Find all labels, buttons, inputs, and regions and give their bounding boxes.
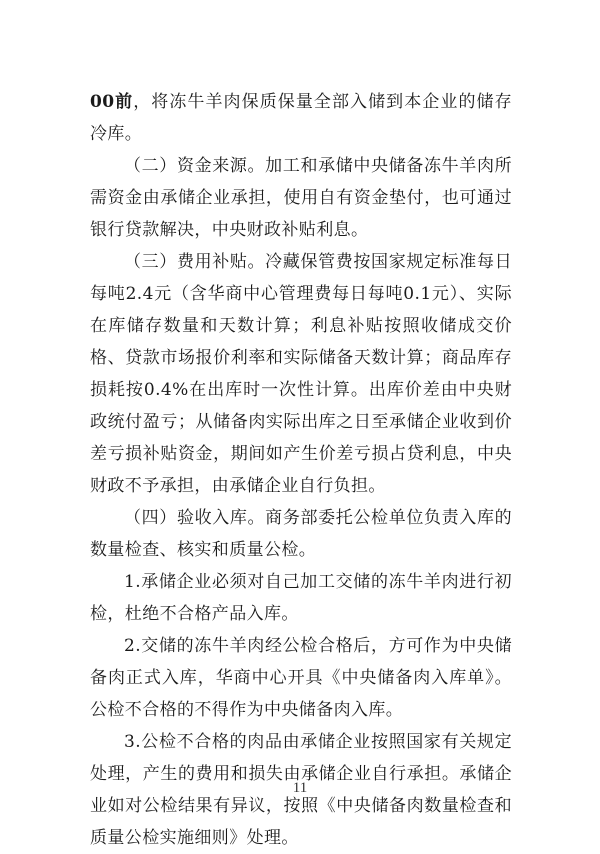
paragraph-text: ，将冻牛羊肉保质保量全部入储到本企业的储存冷库。 [90, 92, 512, 144]
document-body [90, 86, 512, 854]
page-number: 11 [292, 780, 308, 796]
paragraph-funding-source: （二）资金来源。加工和承储中央储备冻牛羊肉所需资金由承储企业承担，使用自有资金垫付，也可通过银行贷款解决，中央财政补贴利息。 [90, 156, 512, 240]
paragraph-acceptance: （四）验收入库。商务部委托公检单位负责入库的数量检查、核实和质量公检。 [90, 508, 512, 560]
paragraph-item-2: 2.交储的冻牛羊肉经公检合格后，方可作为中央储备肉正式入库，华商中心开具《中央储备肉入库单》。公检不合格的不得作为中央储备肉入库。 [90, 636, 512, 720]
paragraph-continuation [90, 86, 512, 150]
paragraph-item-3: 3.公检不合格的肉品由承储企业按照国家有关规定处理，产生的费用和损失由承储企业自行承担。承储企业如对公检结果有异议，按照《中央储备肉数量检查和质量公检实施细则》处理。 [90, 732, 512, 848]
paragraph-lead: 00前 [90, 92, 134, 112]
paragraph-cost-subsidy: （三）费用补贴。冷藏保管费按国家规定标准每日每吨2.4元（含华商中心管理费每日每吨0.1元）、实际在库储存数量和天数计算；利息补贴按照收储成交价格、贷款市场报价利率和实际储备天数计算；商品库存损耗按0.4%在出库时一次性计算。出库价差由中央财政统付盈亏；从储备肉实际出库之日至承储企业收到价差亏损补贴资金，期间如产生价差亏损占贷利息，中央财政不予承担，由承储企业自行负担。 [90, 252, 512, 496]
paragraph-item-1: 1.承储企业必须对自己加工交储的冻牛羊肉进行初检，杜绝不合格产品入库。 [90, 572, 512, 624]
